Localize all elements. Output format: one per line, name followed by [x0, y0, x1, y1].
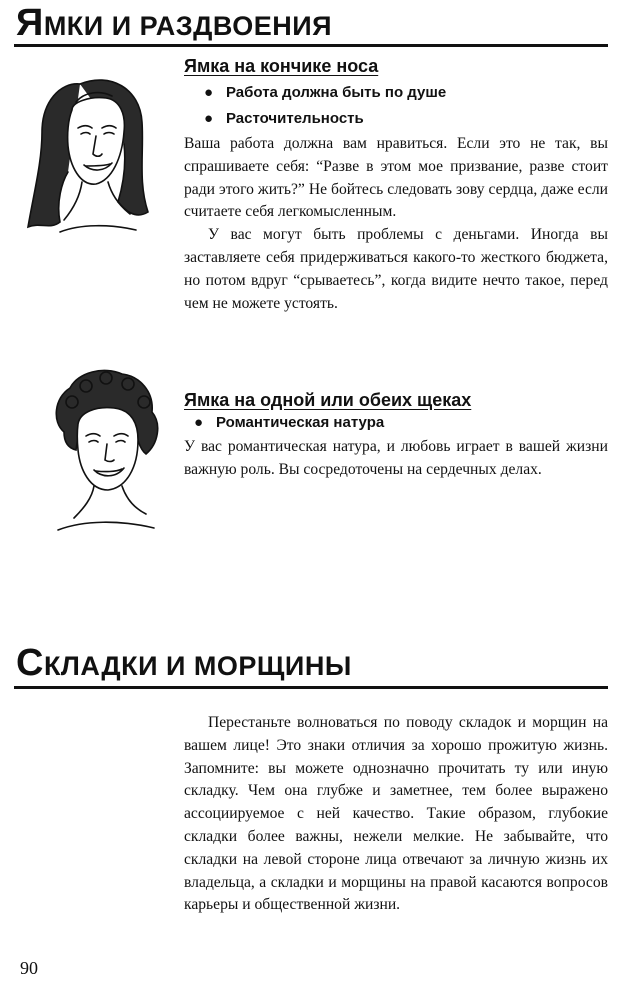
- subtitle-nose-tip-dimple: Ямка на кончике носа: [184, 56, 379, 76]
- portrait-woman-curly-hair: [34, 362, 170, 532]
- section-title-folds-wrinkles: [16, 642, 352, 685]
- subtitle-cheek-dimple: Ямка на одной или обеих щеках: [184, 390, 472, 410]
- title-rule: [14, 44, 608, 47]
- title-rest: КЛАДКИ И МОРЩИНЫ: [43, 651, 352, 681]
- title-initial: С: [16, 642, 44, 684]
- bullet-text: Работа должна быть по душе: [226, 84, 447, 101]
- bullet-item: [204, 84, 446, 101]
- bullet-icon: ●: [194, 414, 204, 431]
- section-title-dimples: [16, 2, 332, 45]
- page-number: 90: [20, 958, 38, 978]
- bullet-text: Романтическая натура: [216, 414, 385, 431]
- title-initial: Я: [16, 2, 44, 44]
- paragraph: Ваша работа должна вам нравиться. Если это не так, вы спрашиваете себя: “Разве в этом мое призвание, разве стоит ради этого жить?” Не бойтесь следовать зову сердца, даже если считаете себя легкомысленным.: [184, 135, 608, 221]
- title-rest: МКИ И РАЗДВОЕНИЯ: [43, 11, 333, 41]
- bullet-item: [204, 110, 364, 127]
- paragraph: Перестаньте волноваться по поводу складок и морщин на вашем лице! Это знаки отличия за хорошо прожитую жизнь. Запомните: вы можете однозначно прочитать ту или иную складку. Чем она глубже и заметнее, тем более выражено ассоциируемое с ней качество. Такие образом, глубокие складки более важны, нежели мелкие. Не забывайте, что складки на левой стороне лица отвечают за личную жизнь их владельца, а складки и морщины на правой касаются вопросов карьеры и общественной жизни.: [184, 714, 608, 914]
- paragraph: У вас могут быть проблемы с деньгами. Иногда вы заставляете себя придерживаться какого-то жесткого бюджета, но потом вдруг “срываетесь”, когда видите нечто такое, перед чем не можете устоять.: [184, 226, 608, 312]
- bullet-icon: ●: [204, 110, 214, 127]
- body-text-cheek: [184, 436, 608, 482]
- title-rule: [14, 686, 608, 689]
- body-text-folds: [184, 712, 608, 917]
- paragraph: У вас романтическая натура, и любовь играет в вашей жизни важную роль. Вы сосредоточены на сердечных делах.: [184, 438, 608, 478]
- bullet-icon: ●: [204, 84, 214, 101]
- bullet-item: [194, 414, 384, 431]
- body-text-nose-tip: [184, 133, 608, 315]
- portrait-woman-long-hair: [20, 62, 170, 240]
- bullet-text: Расточительность: [226, 110, 364, 127]
